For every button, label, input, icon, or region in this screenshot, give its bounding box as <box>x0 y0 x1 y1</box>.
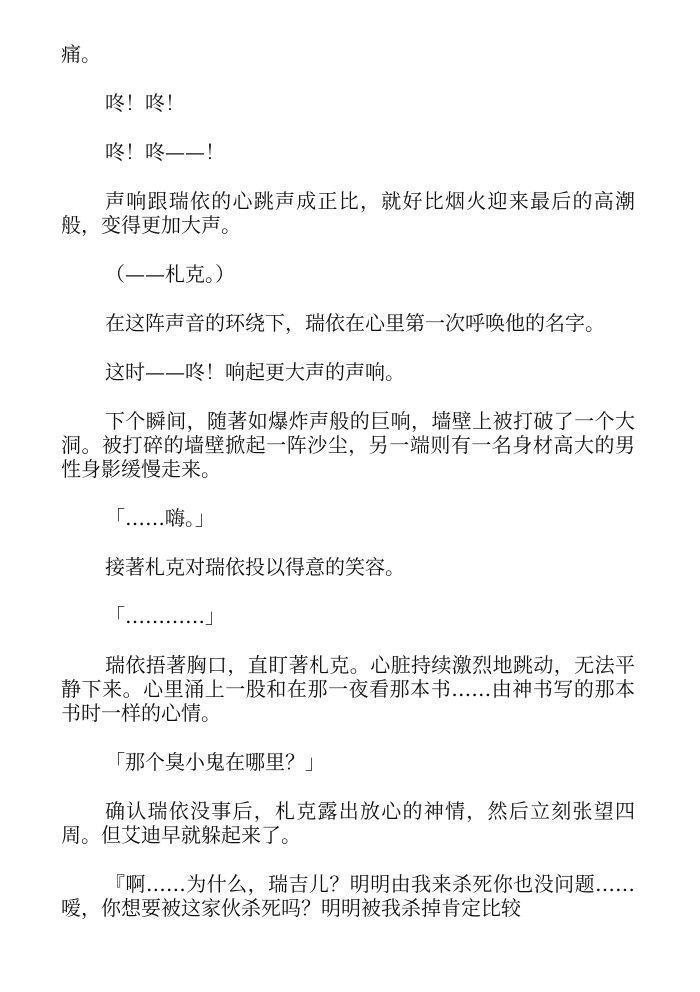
paragraph: 声响跟瑞依的心跳声成正比，就好比烟火迎来最后的高潮般，变得更加大声。 <box>61 189 635 237</box>
paragraph: 接著札克对瑞依投以得意的笑容。 <box>105 555 405 579</box>
paragraph: 下个瞬间，随著如爆炸声般的巨响，墙壁上被打破了一个大洞。被打碎的墙壁掀起一阵沙尘，另一端则有一名身材高大的男性身影缓慢走来。 <box>61 409 635 481</box>
paragraph: 「……嗨。」 <box>105 506 215 530</box>
document-page <box>61 42 635 945</box>
paragraph: 瑞依捂著胸口，直盯著札克。心脏持续激烈地跳动，无法平静下来。心里涌上一股和在那一夜看那本书……由神书写的那本书时一样的心情。 <box>61 653 635 725</box>
paragraph: 在这阵声音的环绕下，瑞依在心里第一次呼唤他的名字。 <box>105 311 605 335</box>
paragraph: 确认瑞依没事后，札克露出放心的神情，然后立刻张望四周。但艾迪早就躲起来了。 <box>61 799 635 847</box>
paragraph: 这时——咚！响起更大声的声响。 <box>105 360 405 384</box>
paragraph: 咚！咚——！ <box>105 140 225 164</box>
paragraph: 「那个臭小鬼在哪里？」 <box>105 750 325 774</box>
paragraph: 「…………」 <box>105 604 225 628</box>
paragraph: （——札克。） <box>105 262 235 286</box>
paragraph: 痛。 <box>61 42 101 66</box>
paragraph: 咚！咚！ <box>105 91 185 115</box>
paragraph: 『啊……为什么，瑞吉儿？明明由我来杀死你也没问题……嗳，你想要被这家伙杀死吗？明明被我杀掉肯定比较 <box>61 872 635 920</box>
